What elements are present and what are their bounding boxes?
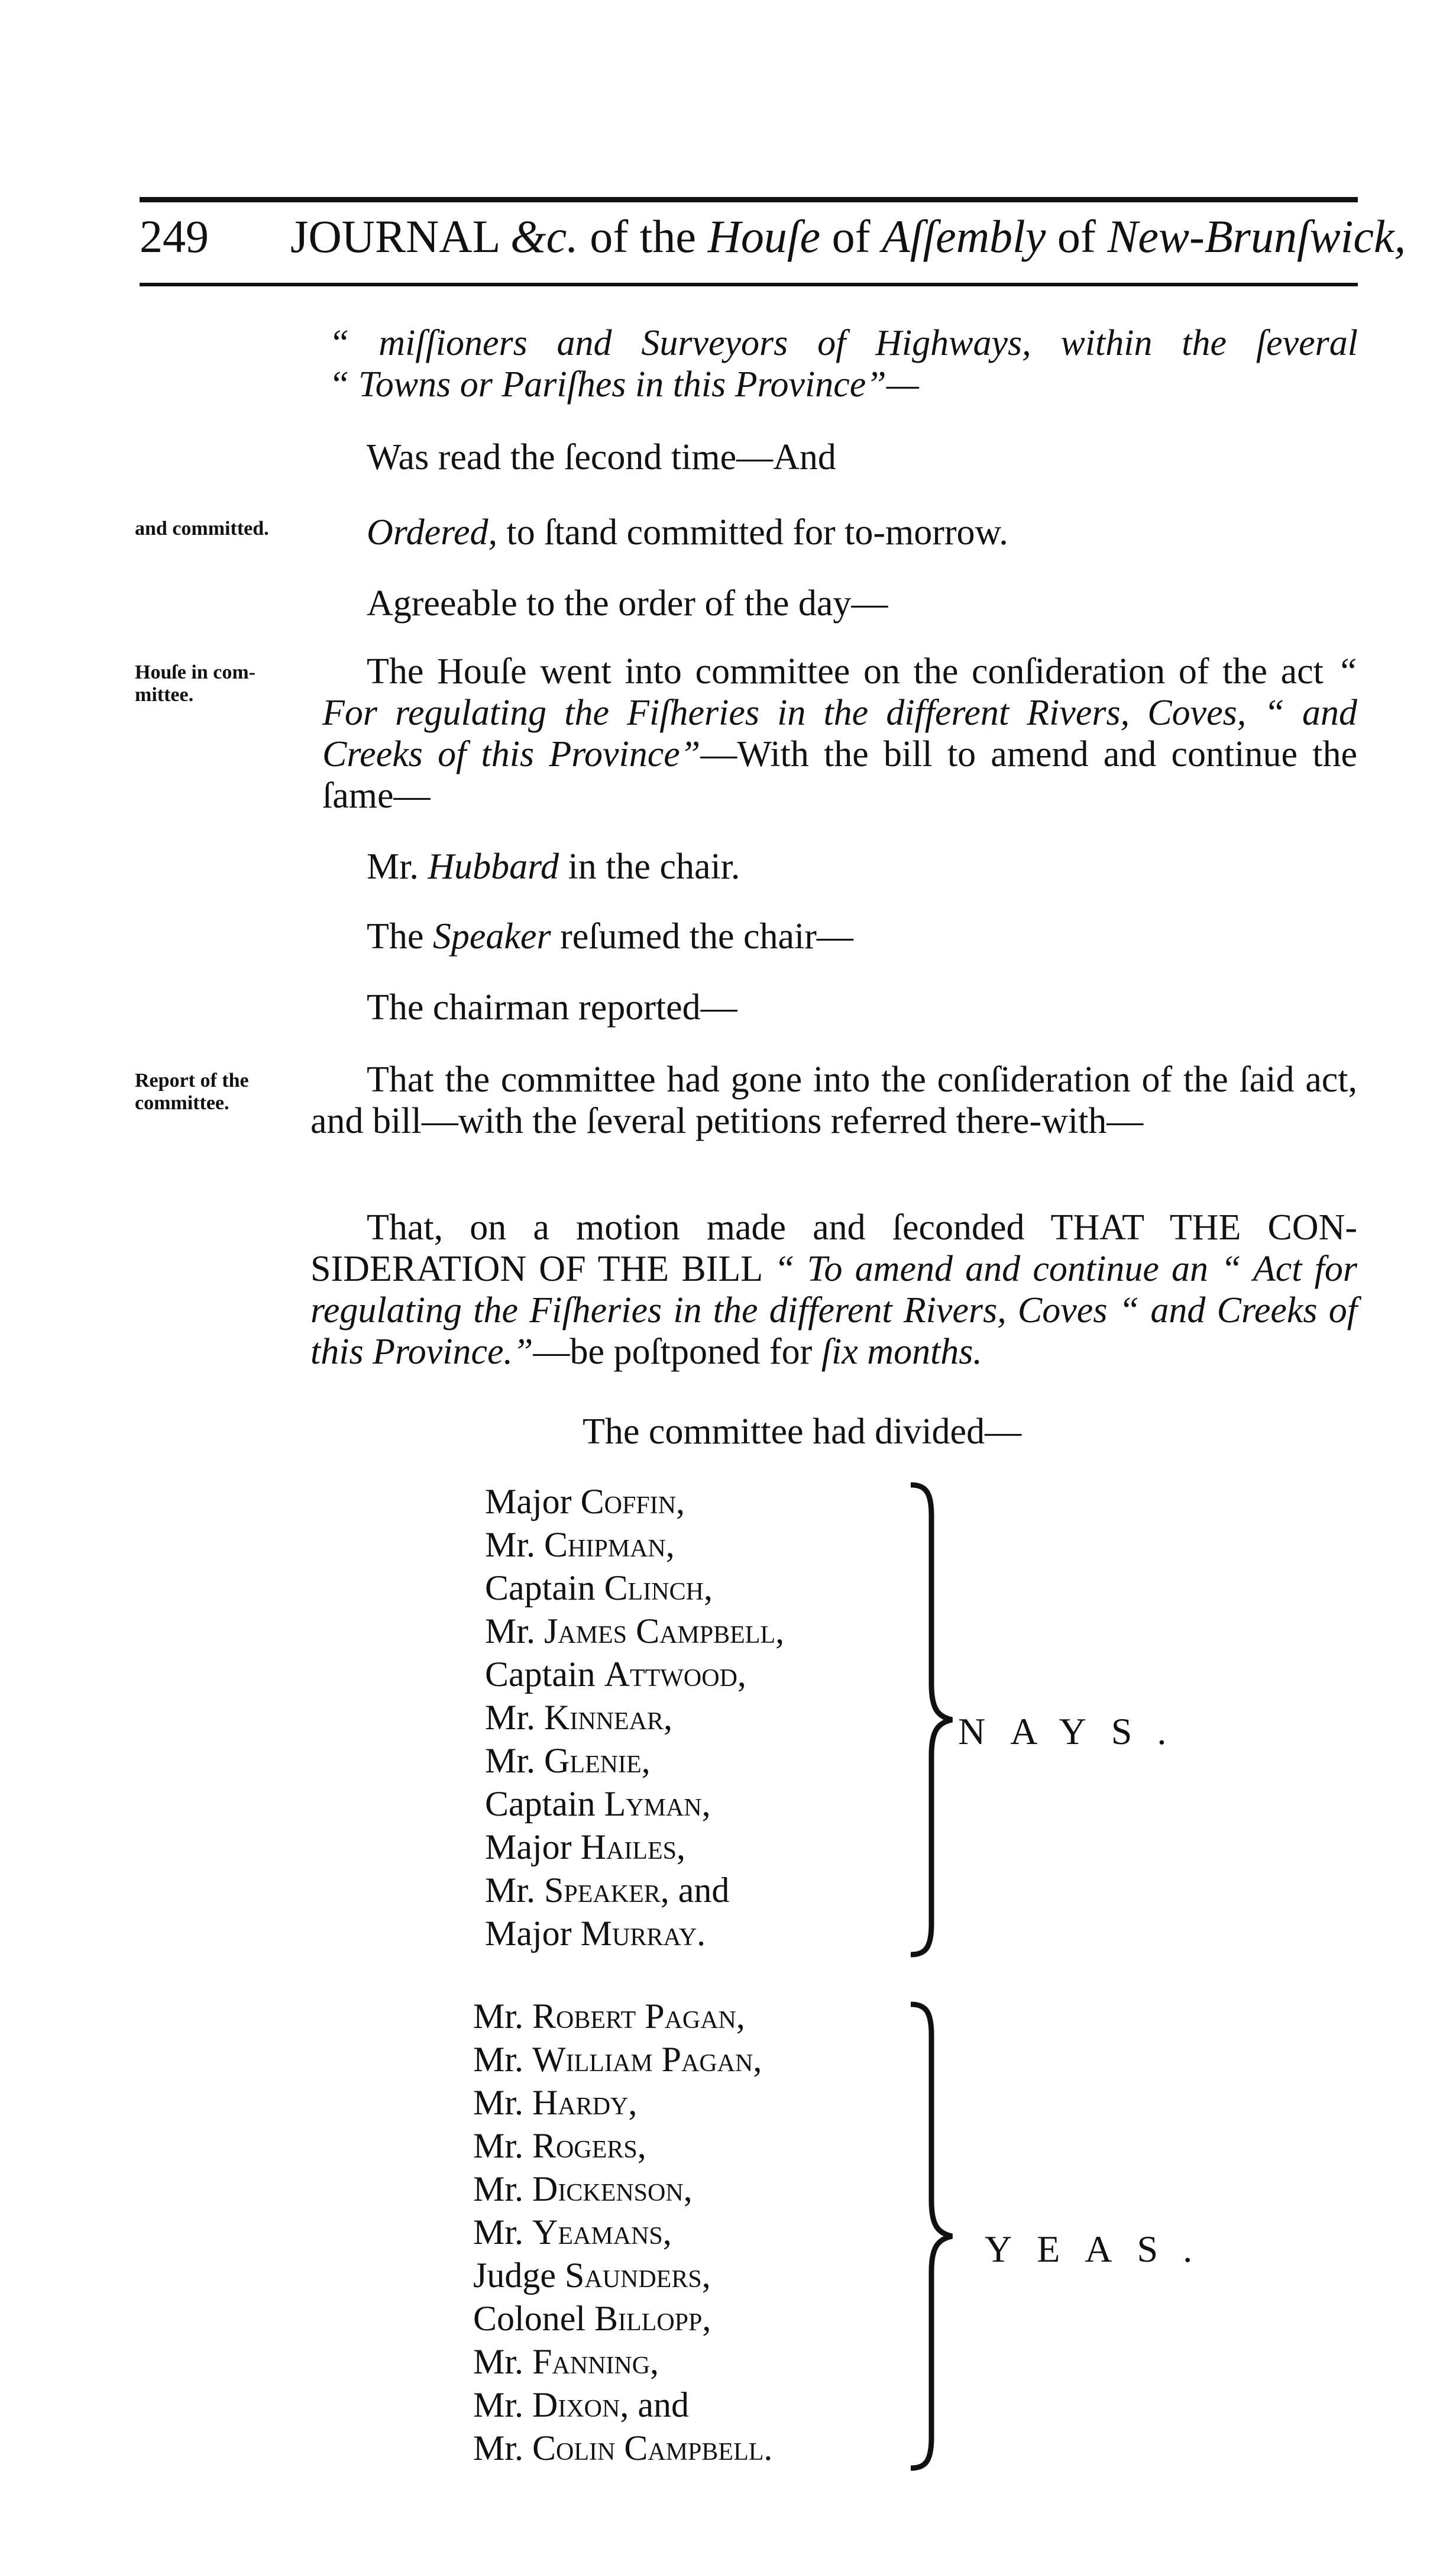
member-name: Rogers xyxy=(532,2126,638,2165)
member-name: Chipman xyxy=(544,1525,666,1564)
yeas-member xyxy=(473,2297,772,2340)
member-title: Captain xyxy=(485,1655,604,1694)
ordered-line: Ordered, to ſtand committed for to-morrow. xyxy=(367,512,1008,553)
division-line: The committee had divided— xyxy=(583,1412,1022,1452)
member-suffix: , xyxy=(753,2040,762,2079)
second-reading-line: Was read the ſecond time—And xyxy=(367,437,836,477)
member-title: Mr. xyxy=(485,1741,545,1780)
yeas-brace xyxy=(908,2000,955,2473)
member-suffix: , xyxy=(650,2342,659,2381)
header-bottom-rule xyxy=(140,283,1358,286)
member-name: Yeamans xyxy=(532,2213,663,2252)
yeas-member xyxy=(473,2427,772,2470)
yeas-member-list xyxy=(473,1995,772,2470)
member-name: Hailes xyxy=(580,1827,677,1866)
nays-member xyxy=(485,1782,784,1826)
yeas-label: YEAS. xyxy=(985,2228,1218,2270)
yeas-member xyxy=(473,2168,772,2211)
motion-paragraph: That, on a motion made and ſeconded THAT THE CON-SIDERATION OF THE BILL “ To amend and continue an “ Act for regulating the Fiſheries in the different Rivers, Coves “ and Creeks of this Province.”—be poſtponed for ſix months. xyxy=(310,1207,1357,1372)
member-suffix: , xyxy=(683,2169,693,2208)
hubbard-chair-line: Mr. Hubbard in the chair. xyxy=(367,847,740,887)
member-name: Hardy xyxy=(532,2083,629,2122)
member-suffix: . xyxy=(697,1914,706,1953)
member-title: Mr. xyxy=(485,1698,545,1737)
member-name: Attwood xyxy=(604,1655,737,1694)
yeas-member xyxy=(473,2254,772,2297)
member-suffix: , xyxy=(736,1997,745,2036)
yeas-member xyxy=(473,2081,772,2124)
member-title: Colonel xyxy=(473,2299,594,2338)
nays-member xyxy=(485,1567,784,1610)
member-suffix: , xyxy=(662,2213,672,2252)
member-name: Billopp xyxy=(594,2299,703,2338)
member-suffix: , xyxy=(641,1741,651,1780)
nays-member xyxy=(485,1826,784,1869)
page-number: 249 xyxy=(140,211,209,262)
member-name: Glenie xyxy=(544,1741,642,1780)
member-name: Robert Pagan xyxy=(532,1997,736,2036)
member-suffix: . xyxy=(763,2428,773,2468)
yeas-member xyxy=(473,2340,772,2384)
member-title: Mr. xyxy=(473,2385,533,2424)
member-title: Mr. xyxy=(473,1997,533,2036)
member-suffix: , xyxy=(676,1827,685,1866)
member-title: Mr. xyxy=(473,2040,533,2079)
member-title: Mr. xyxy=(485,1611,545,1651)
margin-note-report: Report of the committee. xyxy=(135,1070,249,1114)
member-name: Lyman xyxy=(604,1784,702,1823)
member-suffix: , and xyxy=(620,2385,689,2424)
nays-member xyxy=(485,1610,784,1653)
member-title: Mr. xyxy=(485,1871,545,1910)
nays-label: NAYS. xyxy=(958,1710,1192,1752)
chairman-reported-line: The chairman reported— xyxy=(367,987,737,1028)
member-name: Colin Campbell xyxy=(532,2428,764,2468)
member-name: Saunders xyxy=(564,2256,702,2295)
continuation-line-1: “ miſſioners and Surveyors of Highways, within the ſeveral xyxy=(329,323,1358,363)
member-suffix: , xyxy=(702,2299,711,2338)
member-name: William Pagan xyxy=(532,2040,753,2079)
nays-member xyxy=(485,1480,784,1523)
member-suffix: , xyxy=(628,2083,638,2122)
member-name: Coffin xyxy=(580,1482,677,1521)
member-title: Mr. xyxy=(473,2083,533,2122)
member-suffix: , xyxy=(664,1698,673,1737)
member-title: Captain xyxy=(485,1568,604,1607)
yeas-member xyxy=(473,2038,772,2081)
member-suffix: , xyxy=(701,1784,711,1823)
member-title: Captain xyxy=(485,1784,604,1823)
member-suffix: , xyxy=(676,1482,685,1521)
margin-note-house-in-committee: Houſe in com-mittee. xyxy=(135,661,255,706)
house-committee-paragraph: The Houſe went into committee on the conſideration of the act “ For regulating the Fiſheries in the different Rivers, Coves, “ and Creeks of this Province”—With the bill to amend and continue the ſame— xyxy=(322,651,1357,816)
member-name: Dickenson xyxy=(532,2169,684,2208)
member-title: Mr. xyxy=(485,1525,545,1564)
member-suffix: , xyxy=(701,2256,711,2295)
member-name: Dixon xyxy=(532,2385,620,2424)
member-title: Mr. xyxy=(473,2126,533,2165)
member-suffix: , xyxy=(637,2126,646,2165)
speaker-resumed-line: The Speaker reſumed the chair— xyxy=(367,916,853,957)
member-name: Fanning xyxy=(532,2342,651,2381)
member-suffix: , xyxy=(737,1655,746,1694)
yeas-member xyxy=(473,1995,772,2038)
member-name: Kinnear xyxy=(544,1698,664,1737)
member-title: Mr. xyxy=(473,2342,533,2381)
nays-member xyxy=(485,1869,784,1912)
member-name: Clinch xyxy=(604,1568,704,1607)
member-title: Major xyxy=(485,1827,581,1866)
member-name: James Campbell xyxy=(544,1611,776,1651)
member-suffix: , xyxy=(665,1525,675,1564)
member-suffix: , and xyxy=(660,1871,730,1910)
nays-brace xyxy=(908,1480,955,1959)
margin-note-committed: and committed. xyxy=(135,518,269,540)
member-suffix: , xyxy=(703,1568,713,1607)
member-name: Murray xyxy=(580,1914,697,1953)
yeas-member xyxy=(473,2384,772,2427)
member-title: Mr. xyxy=(473,2213,533,2252)
nays-member xyxy=(485,1653,784,1696)
nays-member xyxy=(485,1739,784,1782)
member-title: Judge xyxy=(473,2256,565,2295)
nays-member-list xyxy=(485,1480,784,1955)
member-suffix: , xyxy=(775,1611,785,1651)
report-paragraph: That the committee had gone into the conſideration of the ſaid act, and bill—with the ſeveral petitions referred there-with— xyxy=(310,1060,1357,1141)
running-title: JOURNAL &c. of the Houſe of Aſſembly of New-Brunſwick, xyxy=(290,211,1406,262)
member-title: Mr. xyxy=(473,2169,533,2208)
continuation-line-2: “ Towns or Pariſhes in this Province”— xyxy=(329,364,919,405)
agreeable-line: Agreeable to the order of the day— xyxy=(367,583,888,624)
nays-member xyxy=(485,1696,784,1739)
yeas-member xyxy=(473,2211,772,2254)
header-top-rule xyxy=(140,197,1358,202)
running-header xyxy=(140,210,1406,275)
member-name: Speaker xyxy=(544,1871,661,1910)
nays-member xyxy=(485,1523,784,1567)
member-title: Major xyxy=(485,1914,581,1953)
nays-member xyxy=(485,1912,784,1955)
yeas-member xyxy=(473,2124,772,2168)
member-title: Mr. xyxy=(473,2428,533,2468)
member-title: Major xyxy=(485,1482,581,1521)
